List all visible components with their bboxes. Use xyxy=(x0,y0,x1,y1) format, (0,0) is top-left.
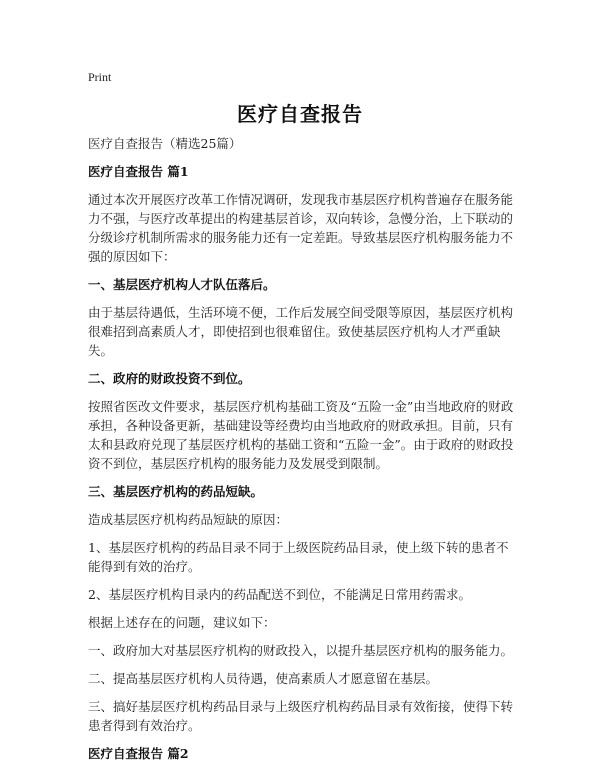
document-subtitle: 医疗自查报告（精选25篇） xyxy=(88,136,242,151)
paragraph: 通过本次开展医疗改革工作情况调研，发现我市基层医疗机构普遍存在服务能力不强，与医疗改革提出的构建基层首诊，双向转诊，急慢分治，上下联动的分级诊疗机制所需求的服务能力还有一定差距。导致基层医疗机构服务能力不强的原因如下： xyxy=(88,192,514,264)
paragraph: 二、提高基层医疗机构人员待遇，使高素质人才愿意留在基层。 xyxy=(88,671,439,686)
section-heading: 医疗自查报告 篇2 xyxy=(88,746,189,761)
paragraph: 造成基层医疗机构药品短缺的原因： xyxy=(88,512,289,527)
paragraph: 2、基层医疗机构目录内的药品配送不到位，不能满足日常用药需求。 xyxy=(88,587,471,602)
paragraph: 由于基层待遇低，生活环境不便，工作后发展空间受限等原因，基层医疗机构很难招到高素质人才，即使招到也很难留住。致使基层医疗机构人才严重缺失。 xyxy=(88,305,514,358)
section-heading: 三、基层医疗机构的药品短缺。 xyxy=(88,484,264,499)
section-heading: 二、政府的财政投资不到位。 xyxy=(88,371,251,386)
print-link[interactable]: Print xyxy=(88,70,112,84)
paragraph: 一、政府加大对基层医疗机构的财政投入，以提升基层医疗机构的服务能力。 xyxy=(88,643,514,658)
section-heading: 一、基层医疗机构人才队伍落后。 xyxy=(88,277,276,292)
document-body xyxy=(88,134,520,772)
document-title: 医疗自查报告 xyxy=(237,102,363,126)
paragraph: 三、搞好基层医疗机构药品目录与上级医疗机构药品目录有效衔接，使得下转患者得到有效治疗。 xyxy=(88,699,514,733)
section-heading: 医疗自查报告 篇1 xyxy=(88,164,189,179)
paragraph: 按照省医改文件要求，基层医疗机构基础工资及“五险一金”由当地政府的财政承担，各种设备更新，基础建设等经费均由当地政府的财政承担。目前，只有太和县政府兑现了基层医疗机构的基础工资和“五险一金”。由于政府的财政投资不到位，基层医疗机构的服务能力及发展受到限制。 xyxy=(88,399,514,471)
paragraph: 根据上述存在的问题，建议如下： xyxy=(88,615,276,630)
paragraph: 1、基层医疗机构的药品目录不同于上级医院药品目录，使上级下转的患者不能得到有效的治疗。 xyxy=(88,540,509,574)
